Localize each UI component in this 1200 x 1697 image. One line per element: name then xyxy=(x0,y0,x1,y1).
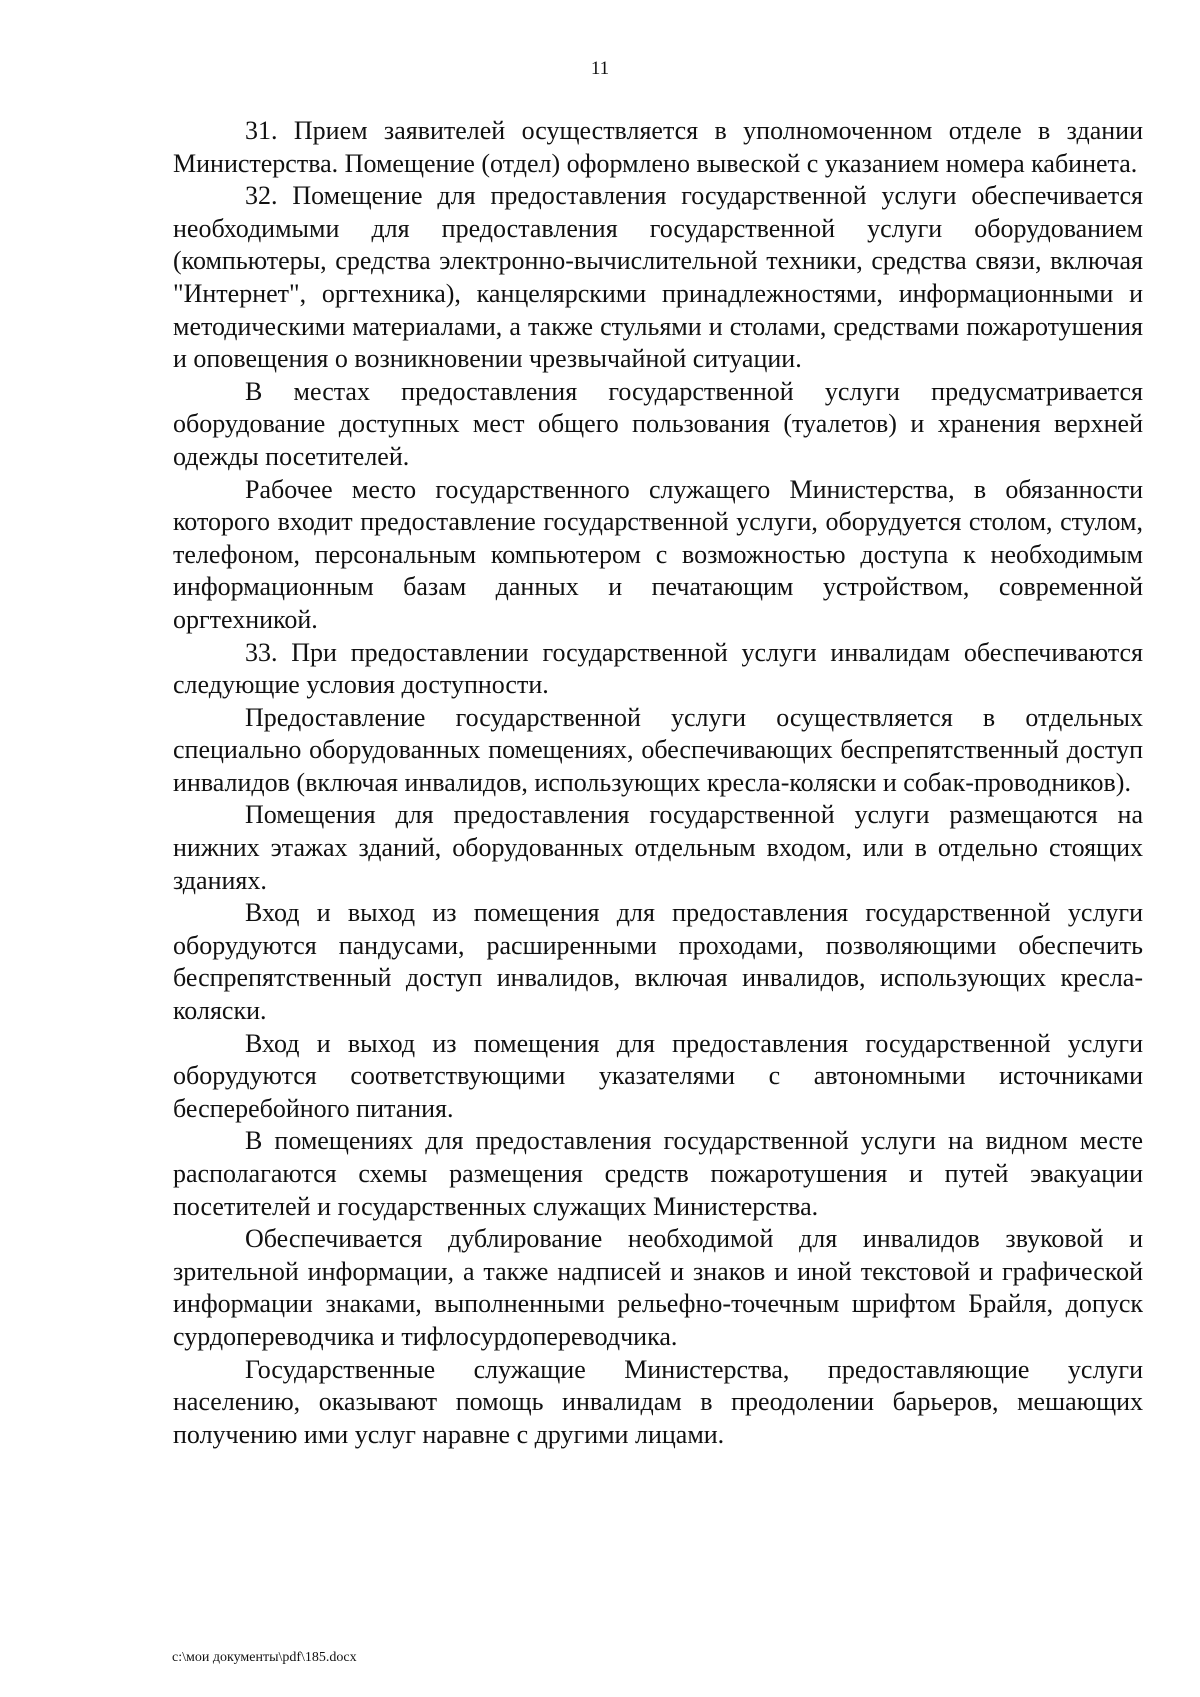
paragraph-evacuation-schemes: В помещениях для предоставления государственной услуги на видном месте располагаются схемы размещения средств пожаротушения и путей эвакуации посетителей и государственных служащих Министерства. xyxy=(173,1126,1143,1221)
paragraph-special-premises: Предоставление государственной услуги осуществляется в отдельных специально оборудованных помещениях, обеспечивающих беспрепятственный доступ инвалидов (включая инвалидов, использующих кресла-коляски и собак-проводников). xyxy=(173,702,1143,797)
paragraph-accessible-facilities: В местах предоставления государственной услуги предусматривается оборудование доступных мест общего пользования (туалетов) и хранения верхней одежды посетителей. xyxy=(173,376,1143,471)
paragraph-32: 32. Помещение для предоставления государственной услуги обеспечивается необходимыми для предоставления государственной услуги оборудованием (компьютеры, средства электронно-вычислительной техники, средства связи, включая "Интернет", оргтехника), канцелярскими принадлежностями, информационными и методическими материалами, а также стульями и столами, средствами пожаротушения и оповещения о возникновении чрезвычайной ситуации. xyxy=(173,181,1143,374)
paragraph-33: 33. При предоставлении государственной услуги инвалидам обеспечиваются следующие условия доступности. xyxy=(173,637,1143,700)
document-body xyxy=(173,115,1143,1451)
paragraph-31: 31. Прием заявителей осуществляется в уполномоченном отделе в здании Министерства. Помещение (отдел) оформлено вывеской с указанием номера кабинета. xyxy=(173,116,1143,178)
paragraph-braille: Обеспечивается дублирование необходимой для инвалидов звуковой и зрительной информации, а также надписей и знаков и иной текстовой и графической информации знаками, выполненными рельефно-точечным шрифтом Брайля, допуск сурдопереводчика и тифлосурдопереводчика. xyxy=(173,1224,1143,1351)
footer-file-path: c:\мои документы\pdf\185.docx xyxy=(172,1650,357,1665)
paragraph-workplace: Рабочее место государственного служащего Министерства, в обязанности которого входит предоставление государственной услуги, оборудуется столом, стулом, телефоном, персональным компьютером с возможностью доступа к необходимым информационным базам данных и печатающим устройством, современной оргтехникой. xyxy=(173,474,1143,634)
paragraph-lower-floors: Помещения для предоставления государственной услуги размещаются на нижних этажах зданий, оборудованных отдельным входом, или в отдельно стоящих зданиях. xyxy=(173,800,1143,895)
page-number: 11 xyxy=(590,58,610,79)
paragraph-ramps: Вход и выход из помещения для предоставления государственной услуги оборудуются пандусами, расширенными проходами, позволяющими обеспечить беспрепятственный доступ инвалидов, включая инвалидов, использующих кресла-коляски. xyxy=(173,898,1143,1026)
paragraph-staff-assistance: Государственные служащие Министерства, предоставляющие услуги населению, оказывают помощь инвалидам в преодолении барьеров, мешающих получению ими услуг наравне с другими лицами. xyxy=(173,1354,1143,1449)
paragraph-signage: Вход и выход из помещения для предоставления государственной услуги оборудуются соответствующими указателями с автономными источниками бесперебойного питания. xyxy=(173,1028,1143,1123)
